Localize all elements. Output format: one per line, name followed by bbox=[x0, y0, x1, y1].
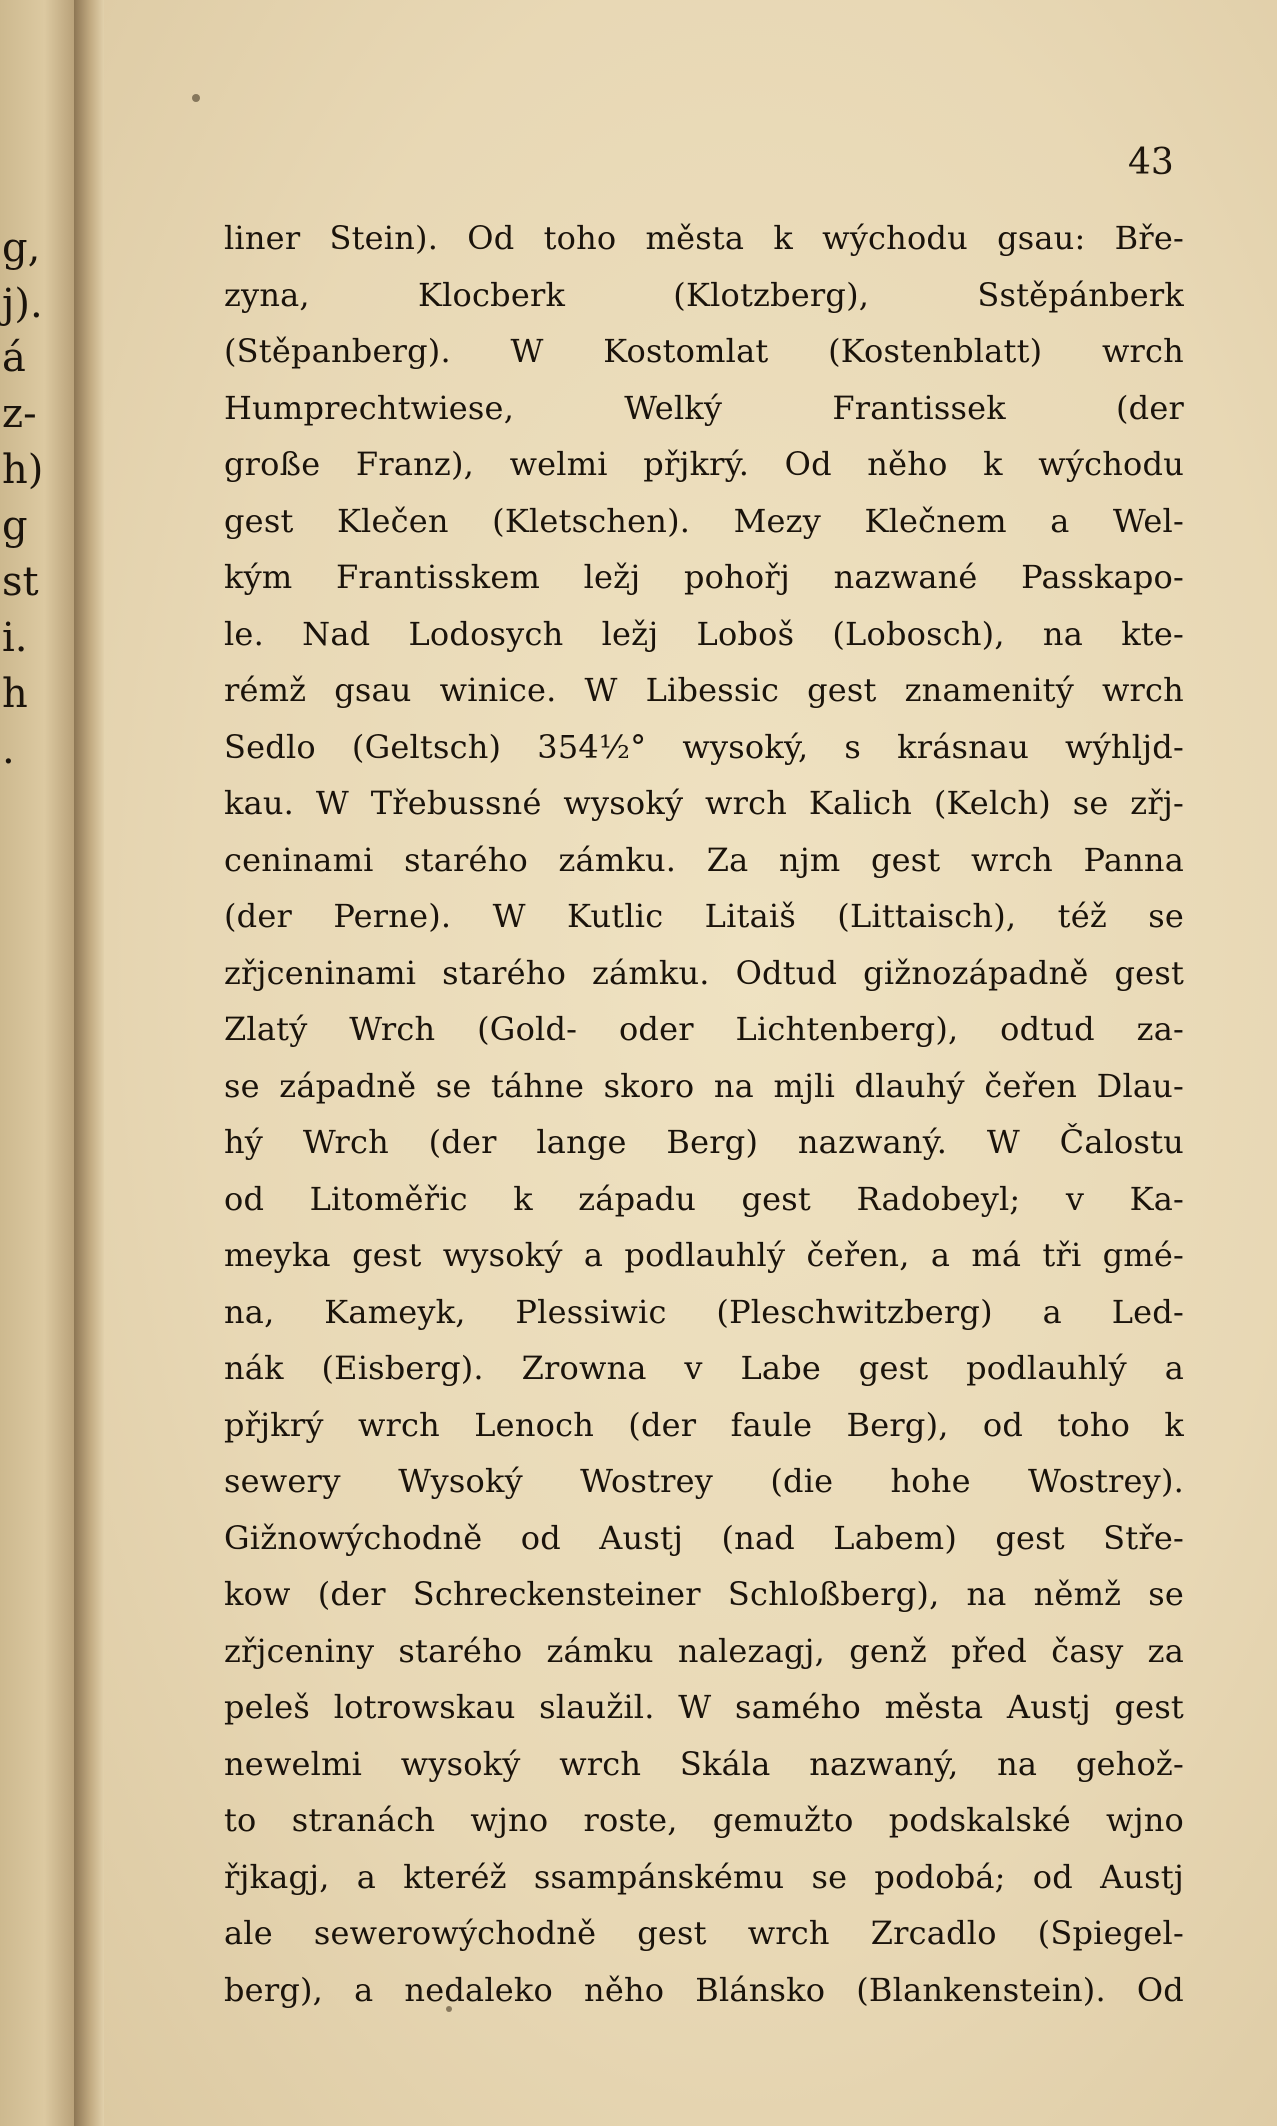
text-line: hý Wrch (der lange Berg) nazwaný. W Čalostu bbox=[224, 1123, 1184, 1161]
ink-speck bbox=[192, 94, 200, 102]
text-line: kým Frantisskem ležj pohořj nazwané Passkapo- bbox=[224, 558, 1184, 596]
text-line: zřjceniny starého zámku nalezagj, genž před časy za bbox=[224, 1631, 1184, 1670]
text-line: meyka gest wysoký a podlauhlý čeřen, a má tři gmé- bbox=[224, 1236, 1184, 1274]
adjacent-page-fragment: st bbox=[2, 559, 39, 605]
page-text bbox=[224, 210, 1184, 2018]
page-number: 43 bbox=[1128, 142, 1174, 183]
text-line: kow (der Schreckensteiner Schloßberg), na němž se bbox=[224, 1575, 1184, 1613]
adjacent-page-fragment: g, bbox=[2, 225, 41, 271]
text-line: to stranách wjno roste, gemužto podskalské wjno bbox=[224, 1801, 1184, 1839]
text-line: ceninami starého zámku. Za njm gest wrch Panna bbox=[224, 840, 1184, 879]
text-line: gest Klečen (Kletschen). Mezy Klečnem a Wel- bbox=[224, 501, 1184, 540]
text-line: (Stěpanberg). W Kostomlat (Kostenblatt) wrch bbox=[224, 332, 1184, 370]
adjacent-page-strip bbox=[0, 0, 74, 2126]
adjacent-page-fragment: i. bbox=[2, 615, 28, 661]
text-line: peleš lotrowskau slaužil. W samého města Austj gest bbox=[224, 1688, 1184, 1726]
text-line: na, Kameyk, Plessiwic (Pleschwitzberg) a Led- bbox=[224, 1292, 1184, 1331]
text-line: Humprechtwiese, Welký Frantissek (der bbox=[224, 388, 1184, 427]
adjacent-page-fragment: g bbox=[2, 503, 28, 549]
book-gutter bbox=[74, 0, 104, 2126]
text-line: zyna, Klocberk (Klotzberg), Sstěpánberk bbox=[224, 275, 1184, 314]
adjacent-page-fragment: h bbox=[2, 671, 28, 717]
text-line: liner Stein). Od toho města k wýchodu gsau: Bře- bbox=[224, 219, 1184, 257]
adjacent-page-fragment: j). bbox=[2, 281, 43, 327]
text-line: Gižnowýchodně od Austj (nad Labem) gest Stře- bbox=[224, 1518, 1184, 1557]
text-line: řjkagj, a kteréž ssampánskému se podobá; od Austj bbox=[224, 1857, 1184, 1896]
adjacent-page-fragment: z- bbox=[2, 391, 37, 437]
adjacent-page-fragment: . bbox=[2, 727, 15, 773]
text-line: rémž gsau winice. W Libessic gest znamenitý wrch bbox=[224, 671, 1184, 709]
text-line: le. Nad Lodosych ležj Loboš (Lobosch), na kte- bbox=[224, 614, 1184, 653]
book-page bbox=[104, 0, 1277, 2126]
text-line: (der Perne). W Kutlic Litaiš (Littaisch), též se bbox=[224, 897, 1184, 935]
text-line: kau. W Třebussné wysoký wrch Kalich (Kelch) se zřj- bbox=[224, 784, 1184, 822]
text-line: sewerу Wysoký Wostrey (die hohe Wostrey). bbox=[224, 1462, 1184, 1500]
text-line: Sedlo (Geltsch) 354½° wysoký, s krásnau wýhljd- bbox=[224, 727, 1184, 766]
text-line: ale sewerowýchodně gest wrch Zrcadlo (Spiegel- bbox=[224, 1914, 1184, 1952]
text-line: newelmi wysoký wrch Skála nazwaný, na gehož- bbox=[224, 1744, 1184, 1783]
text-line: přjkrý wrch Lenoch (der faule Berg), od toho k bbox=[224, 1405, 1184, 1444]
text-line: große Franz), welmi přjkrý. Od něho k wýchodu bbox=[224, 445, 1184, 483]
text-line: berg), a nedaleko něho Blánsko (Blankenstein). Od bbox=[224, 1970, 1184, 2009]
adjacent-page-fragment: h) bbox=[2, 447, 44, 493]
text-line: od Litoměřic k západu gest Radobeyl; v Ka- bbox=[224, 1179, 1184, 1218]
text-line: Zlatý Wrch (Gold- oder Lichtenberg), odtud za- bbox=[224, 1010, 1184, 1048]
text-line: se západně se táhne skoro na mjli dlauhý čeřen Dlau- bbox=[224, 1066, 1184, 1105]
text-line: nák (Eisberg). Zrowna v Labe gest podlauhlý a bbox=[224, 1349, 1184, 1387]
adjacent-page-fragment: á bbox=[2, 335, 26, 381]
text-line: zřjceninami starého zámku. Odtud gižnozápadně gest bbox=[224, 953, 1184, 992]
